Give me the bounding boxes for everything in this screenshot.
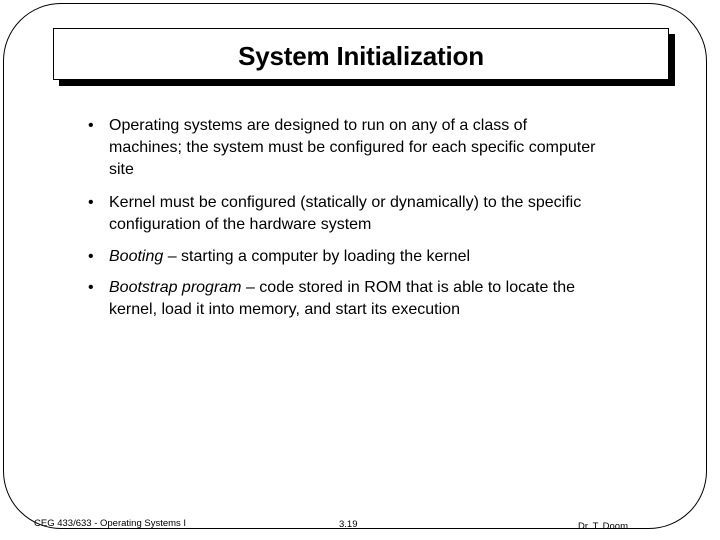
bullet-body: – code stored in ROM that is able to locate the kernel, load it into memory, and start its execution	[109, 279, 576, 318]
bullet-dot-icon: •	[88, 279, 94, 296]
slide-title: System Initialization	[238, 41, 484, 71]
bullet-dot-icon: •	[88, 194, 94, 211]
bullet-term: Booting	[109, 248, 164, 265]
bullet-text	[109, 115, 599, 181]
bullet-text	[109, 192, 599, 236]
bullet-body: – starting a computer by loading the kernel	[163, 248, 471, 265]
bullet-dot-icon: •	[88, 248, 94, 265]
footer-page-number: 3.19	[339, 519, 358, 530]
bullet-dot-icon: •	[88, 117, 94, 134]
footer-author: Dr. T. Doom	[578, 521, 628, 532]
bullet-body: Kernel must be configured (statically or dynamically) to the specific configuration of the hardware system	[109, 194, 582, 233]
bullet-text	[109, 277, 599, 321]
footer-course: CEG 433/633 - Operating Systems I	[34, 518, 187, 529]
bullet-term: Bootstrap program	[109, 279, 242, 296]
bullet-body: Operating systems are designed to run on any of a class of machines; the system must be configured for each specific computer site	[109, 117, 596, 178]
bullet-text	[109, 246, 599, 268]
